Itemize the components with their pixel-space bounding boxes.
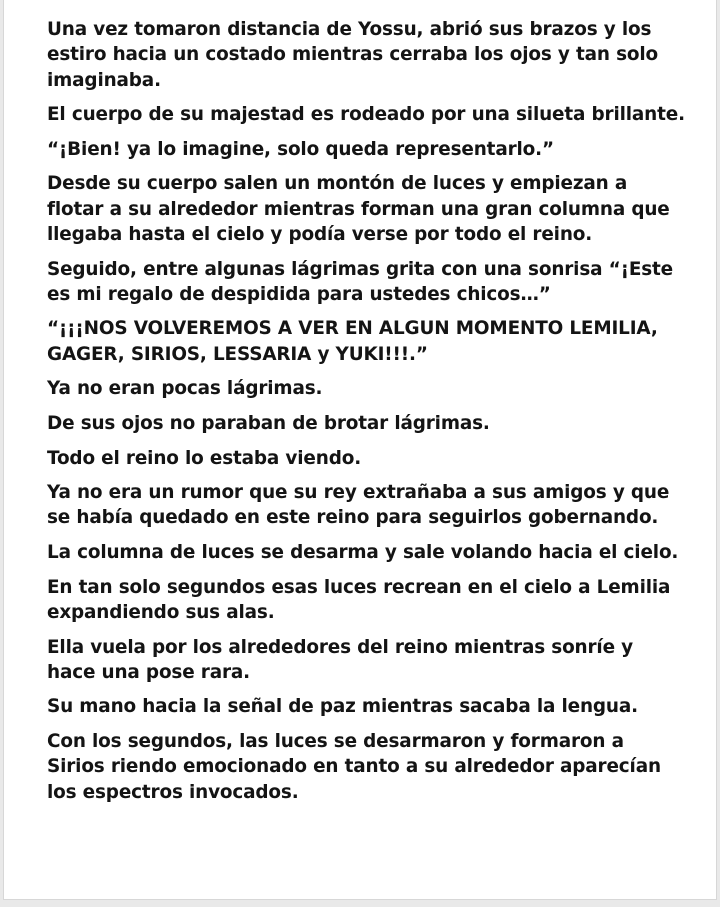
paragraph: En tan solo segundos esas luces recrean en el cielo a Lemilia expandiendo sus alas. [47, 576, 671, 623]
paragraph: Su mano hacia la señal de paz mientras sacaba la lengua. [47, 696, 638, 718]
paragraph: Con los segundos, las luces se desarmaron y formaron a Sirios riendo emocionado en tanto a su alrededor aparecían los espectros invocados. [47, 730, 661, 803]
paragraph: Desde su cuerpo salen un montón de luces y empiezan a flotar a su alrededor mientras forman una gran columna que llegaba hasta el cielo y podía verse por todo el reino. [47, 173, 670, 245]
paragraph: La columna de luces se desarma y sale volando hacia el cielo. [47, 542, 679, 564]
paragraph: De sus ojos no paraban de brotar lágrimas. [47, 412, 490, 434]
paragraph: “¡¡¡NOS VOLVEREMOS A VER EN ALGUN MOMENTO LEMILIA, GAGER, SIRIOS, LESSARIA y YUKI!!!.” [47, 318, 658, 365]
document-page [3, 0, 717, 900]
paragraph: Ya no eran pocas lágrimas. [47, 378, 323, 400]
document-body [47, 17, 687, 814]
paragraph: Todo el reino lo estaba viendo. [47, 447, 362, 469]
paragraph: “¡Bien! ya lo imagine, solo queda representarlo.” [47, 138, 554, 160]
paragraph: Ella vuela por los alrededores del reino mientras sonríe y hace una pose rara. [47, 636, 633, 683]
paragraph: El cuerpo de su majestad es rodeado por una silueta brillante. [47, 104, 685, 126]
paragraph: Seguido, entre algunas lágrimas grita con una sonrisa “¡Este es mi regalo de despidida para ustedes chicos…” [47, 258, 673, 305]
paragraph: Ya no era un rumor que su rey extrañaba a sus amigos y que se había quedado en este reino para seguirlos gobernando. [47, 482, 670, 529]
paragraph: Una vez tomaron distancia de Yossu, abrió sus brazos y los estiro hacia un costado mientras cerraba los ojos y tan solo imaginaba. [47, 19, 658, 91]
